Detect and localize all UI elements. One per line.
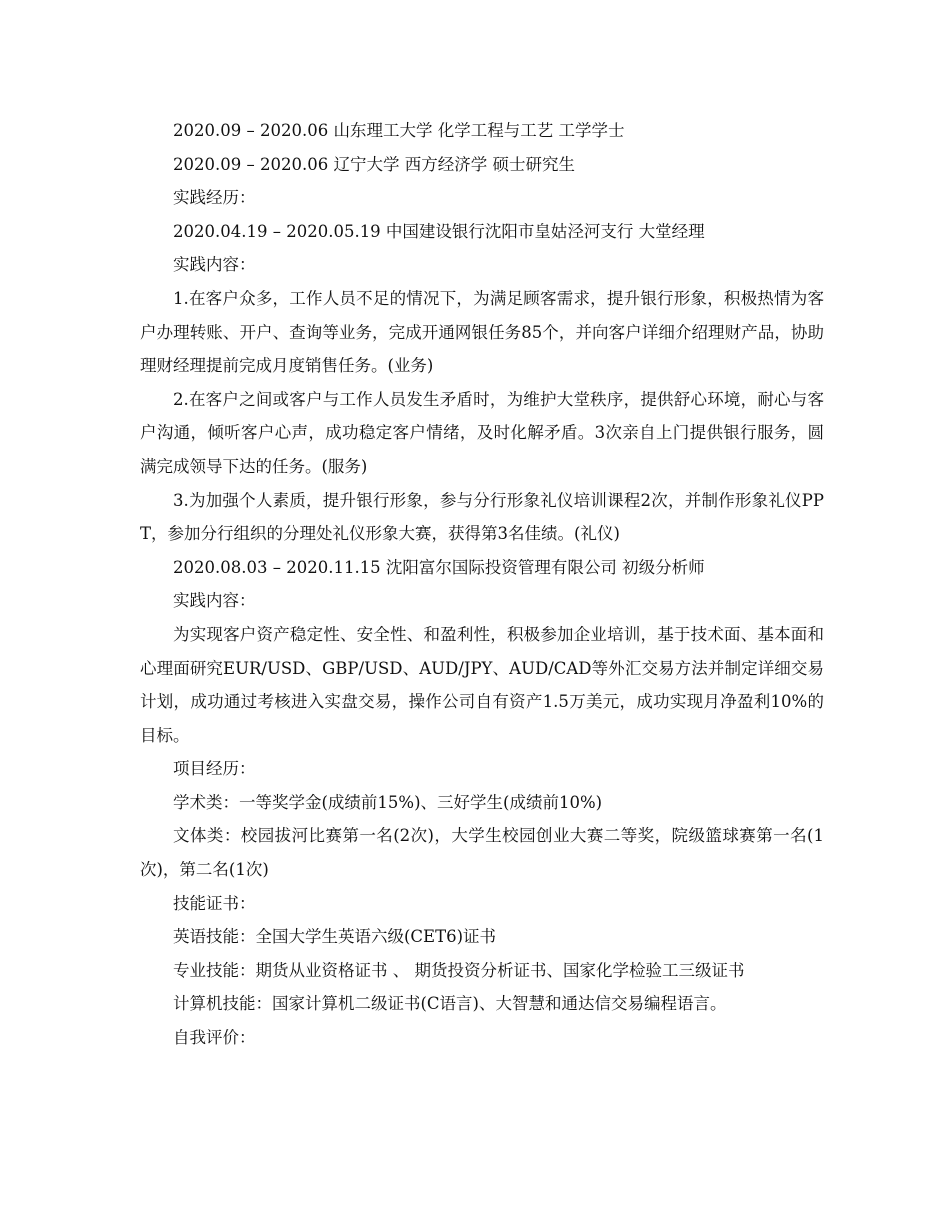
job-line-bank: 2020.04.19 – 2020.05.19 中国建设银行沈阳市皇姑泾河支行 大堂经理 bbox=[173, 221, 705, 241]
investment-item: 为实现客户资产稳定性、安全性、和盈利性，积极参加企业培训，基于技术面、基本面和心理面研究EUR/USD、GBP/USD、AUD/JPY、AUD/CAD等外汇交易方法并制定详细交易计划，成功通过考核进入实盘交易，操作公司自有资产1.5万美元，成功实现月净盈利10%的目标。 bbox=[140, 624, 824, 745]
education-line-2: 2020.09 – 2020.06 辽宁大学 西方经济学 硕士研究生 bbox=[173, 154, 575, 174]
section-heading-certificates: 技能证书： bbox=[173, 893, 256, 913]
bank-item-2: 2.在客户之间或客户与工作人员发生矛盾时，为维护大堂秩序，提供舒心环境，耐心与客户沟通，倾听客户心声，成功稳定客户情绪，及时化解矛盾。3次亲自上门提供银行服务，圆满完成领导下达的任务。(服务) bbox=[140, 389, 824, 476]
document-page bbox=[140, 114, 824, 1055]
bank-item-1: 1.在客户众多，工作人员不足的情况下，为满足顾客需求，提升银行形象，积极热情为客户办理转账、开户、查询等业务，完成开通网银任务85个，并向客户详细介绍理财产品，协助理财经理提前完成月度销售任务。(业务) bbox=[140, 288, 824, 376]
content-heading-investment: 实践内容： bbox=[173, 591, 256, 611]
academic-awards: 学术类：一等奖学金(成绩前15%)、三好学生(成绩前10%) bbox=[173, 792, 603, 812]
job-line-investment: 2020.08.03 – 2020.11.15 沈阳富尔国际投资管理有限公司 初级分析师 bbox=[173, 557, 705, 577]
education-line-1: 2020.09 – 2020.06 山东理工大学 化学工程与工艺 工学学士 bbox=[173, 121, 625, 140]
section-heading-projects: 项目经历： bbox=[173, 759, 256, 779]
computer-skill: 计算机技能：国家计算机二级证书(C语言)、大智慧和通达信交易编程语言。 bbox=[173, 994, 727, 1014]
bank-item-3: 3.为加强个人素质，提升银行形象，参与分行形象礼仪培训课程2次，并制作形象礼仪PPT，参加分行组织的分理处礼仪形象大赛，获得第3名佳绩。(礼仪) bbox=[140, 490, 824, 544]
section-heading-self-evaluation: 自我评价： bbox=[173, 1028, 256, 1048]
content-heading-bank: 实践内容： bbox=[173, 255, 256, 275]
section-heading-practice: 实践经历： bbox=[173, 188, 256, 208]
sports-awards: 文体类：校园拔河比赛第一名(2次)，大学生校园创业大赛二等奖，院级篮球赛第一名(1次)，第二名(1次) bbox=[140, 826, 824, 880]
professional-skill: 专业技能：期货从业资格证书 、 期货投资分析证书、国家化学检验工三级证书 bbox=[173, 960, 745, 980]
english-skill: 英语技能：全国大学生英语六级(CET6)证书 bbox=[173, 927, 497, 947]
